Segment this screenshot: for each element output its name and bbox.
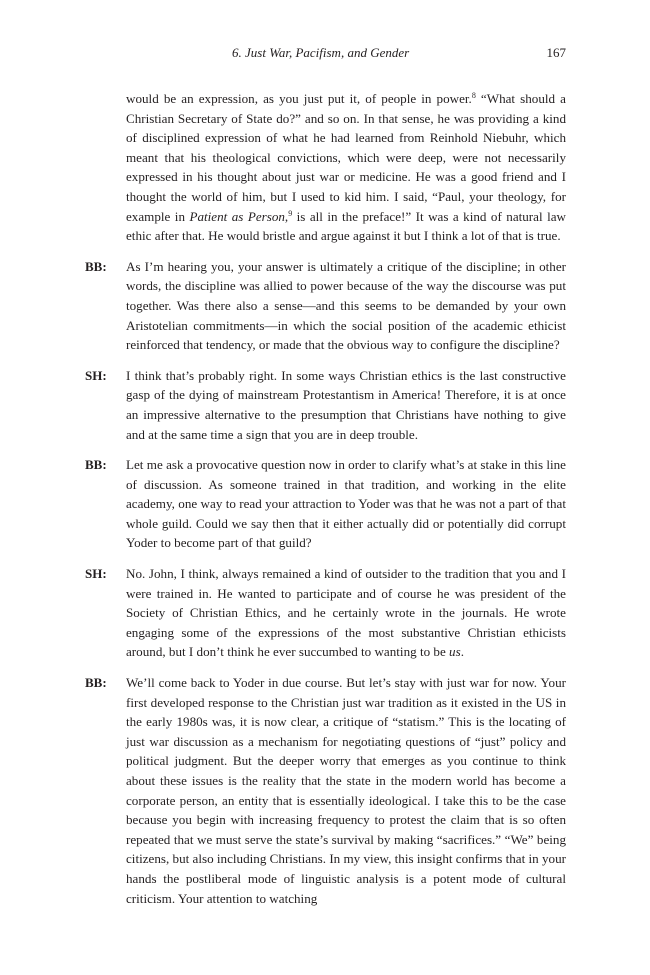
body-text xyxy=(85,89,566,908)
speaker-label: SH: xyxy=(85,367,107,383)
emphasis: us xyxy=(449,644,461,660)
dialogue-turn xyxy=(85,564,566,662)
dialogue-text: As I’m hearing you, your answer is ultimately a critique of the discipline; in other words, the discipline was allied to power because of the way the discourse was put together. Was there also a sense—and this seems to be demanded by your own Aristotelian commitments—in which the social position of the academic ethicist reinforced that tendency, or made that the obvious way to configure the discipline? xyxy=(126,258,566,353)
page-number: 167 xyxy=(546,45,566,60)
text-span: No. John, I think, always remained a kind of outsider to the tradition that you and I were trained in. He wanted to participate and of course he was president of the Society of Christian Ethics, and he certainly wrote in the journals. He wrote engaging some of the expressions of the most substantive Christian ethicists around, but I don’t think he ever succumbed to wanting to be xyxy=(126,566,566,660)
text-span: , xyxy=(284,208,289,224)
speaker-label: BB: xyxy=(85,258,107,274)
chapter-title: 6. Just War, Pacifism, and Gender xyxy=(232,45,410,60)
dialogue-turn xyxy=(85,455,566,553)
dialogue-turn xyxy=(85,366,566,444)
text-span: . xyxy=(460,644,464,660)
speaker-label: SH: xyxy=(85,566,107,582)
footnote-marker: 8 xyxy=(471,91,476,100)
continuation-paragraph xyxy=(85,89,566,246)
dialogue-turn xyxy=(85,257,566,355)
book-title: Patient as Person xyxy=(189,208,285,224)
text-span: is all in the preface!” It was a kind of natural law ethic after that. He would bristle and argue against it but I think a lot of that is true. xyxy=(126,208,566,244)
dialogue-text: Let me ask a provocative question now in order to clarify what’s at stake in this line of discussion. As someone trained in that tradition, and working in the elite academy, one way to read your attraction to Yoder was that he was not a part of that whole guild. Could we say then that it either actually did or potentially did corrupt Yoder to become part of that guild? xyxy=(126,457,566,551)
text-span: would be an expression, as you just put it, of people in power. xyxy=(126,91,472,106)
dialogue-text: I think that’s probably right. In some ways Christian ethics is the last constructive gasp of the dying of mainstream Protestantism in America! Therefore, it is at once an impressive alternative to the presumption that Christians have nothing to give and at the same time a sign that you are in deep trouble. xyxy=(126,367,566,442)
speaker-label: BB: xyxy=(85,457,107,473)
text-span: “What should a Christian Secretary of State do?” and so on. In that sense, he was providing a kind of disciplined expression of what he had learned from Reinhold Niebuhr, which meant that his theological convictions, which were deep, were not necessarily expressed in his thought about just war or medicine. He was a good friend and I thought the world of him, but I used to kid him. I said, “Paul, your theology, for example in xyxy=(126,91,566,224)
dialogue-turn xyxy=(85,673,566,908)
speaker-label: BB: xyxy=(85,675,107,691)
footnote-marker: 9 xyxy=(288,208,293,218)
dialogue-text xyxy=(126,564,566,662)
dialogue-text: We’ll come back to Yoder in due course. But let’s stay with just war for now. Your first developed response to the Christian just war tradition as it existed in the US in the early 1980s was, it is now clear, a critique of “statism.” This is the locating of just war discussion as a mechanism for negotiating questions of “just” policy and political judgment. But the deeper worry that emerges as you continue to think about these issues is the reality that the state in the modern world has become a corporate person, an entity that is essentially ideological. I take this to be the case because you begin with increasing frequency to protest the claim that is so often repeated that we must serve the state’s survival by making “sacrifices.” “We” being citizens, but also including Christians. In my view, this insight confirms that in your hands the postliberal mode of linguistic analysis is a potent mode of cultural criticism. Your attention to watching xyxy=(126,675,566,906)
